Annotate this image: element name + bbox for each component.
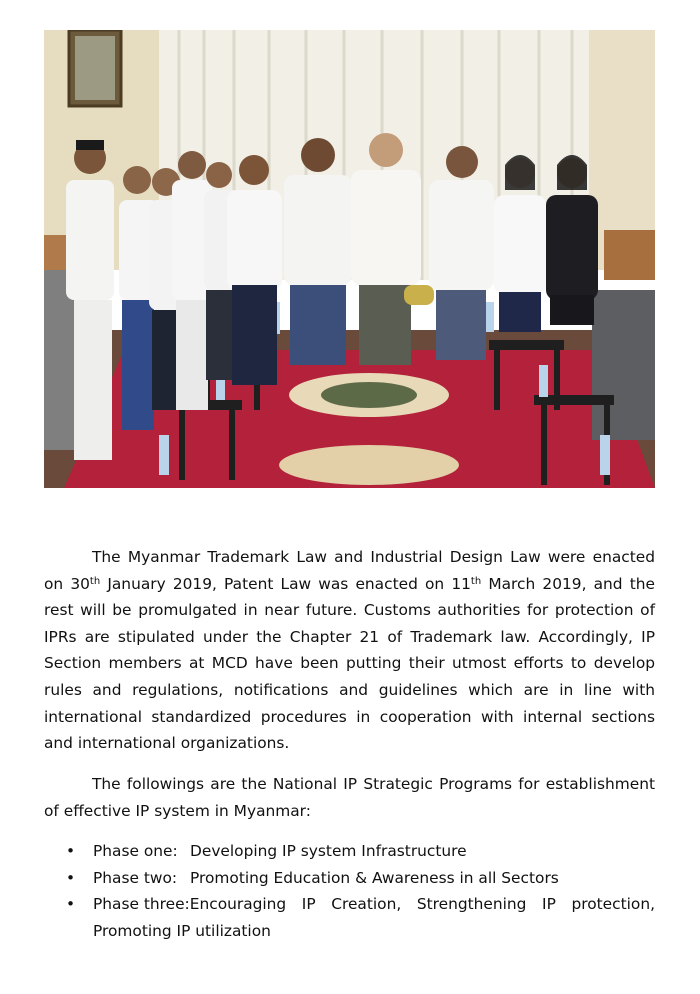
paragraph1-text-2: January 2019, Patent Law was enacted on 11 — [100, 574, 471, 593]
list-item-phase-one — [44, 838, 655, 865]
bullet-icon: • — [66, 868, 76, 887]
phase-label: Phase three: — [93, 895, 190, 914]
group-photo — [44, 30, 655, 488]
list-item-phase-two — [44, 865, 655, 892]
list-item-phase-three — [44, 891, 655, 944]
paragraph-strategic-programs — [44, 771, 655, 824]
bullet-icon: • — [66, 895, 76, 914]
phase-list — [44, 838, 655, 944]
phase-text: Promoting Education & Awareness in all Sectors — [190, 868, 559, 887]
paragraph1-text-3: March 2019, and the rest will be promulgated in near future. Customs authorities for protection of IPRs are stipulated under the Chapter 21 of Trademark law. Accordingly, IP Section members at MCD have been putting their utmost efforts to develop rules and regulations, notifications and guidelines which are in line with international standardized procedures in cooperation with internal sections and international organizations. — [44, 574, 655, 753]
phase-text: Encouraging IP Creation, Strengthening IP protection, Promoting IP utilization — [93, 895, 655, 940]
flower-arrangement — [404, 285, 434, 305]
paragraph-laws-enacted — [44, 544, 655, 757]
superscript-th-1: th — [89, 575, 101, 587]
phase-label: Phase two: — [93, 868, 178, 887]
phase-label: Phase one: — [93, 842, 178, 860]
superscript-th-2: th — [470, 575, 482, 587]
phase-text: Developing IP system Infrastructure — [190, 842, 467, 860]
carpet-medallion-lower — [279, 445, 459, 485]
paragraph2-text: The followings are the National IP Strategic Programs for establishment of effective IP system in Myanmar: — [44, 775, 655, 820]
paragraph1-text-1: The Myanmar Trademark Law and Industrial Design Law were enacted on 30 — [44, 548, 655, 593]
sofa-right — [592, 290, 655, 440]
wood-panel-right — [604, 230, 655, 280]
bullet-icon: • — [66, 842, 76, 860]
